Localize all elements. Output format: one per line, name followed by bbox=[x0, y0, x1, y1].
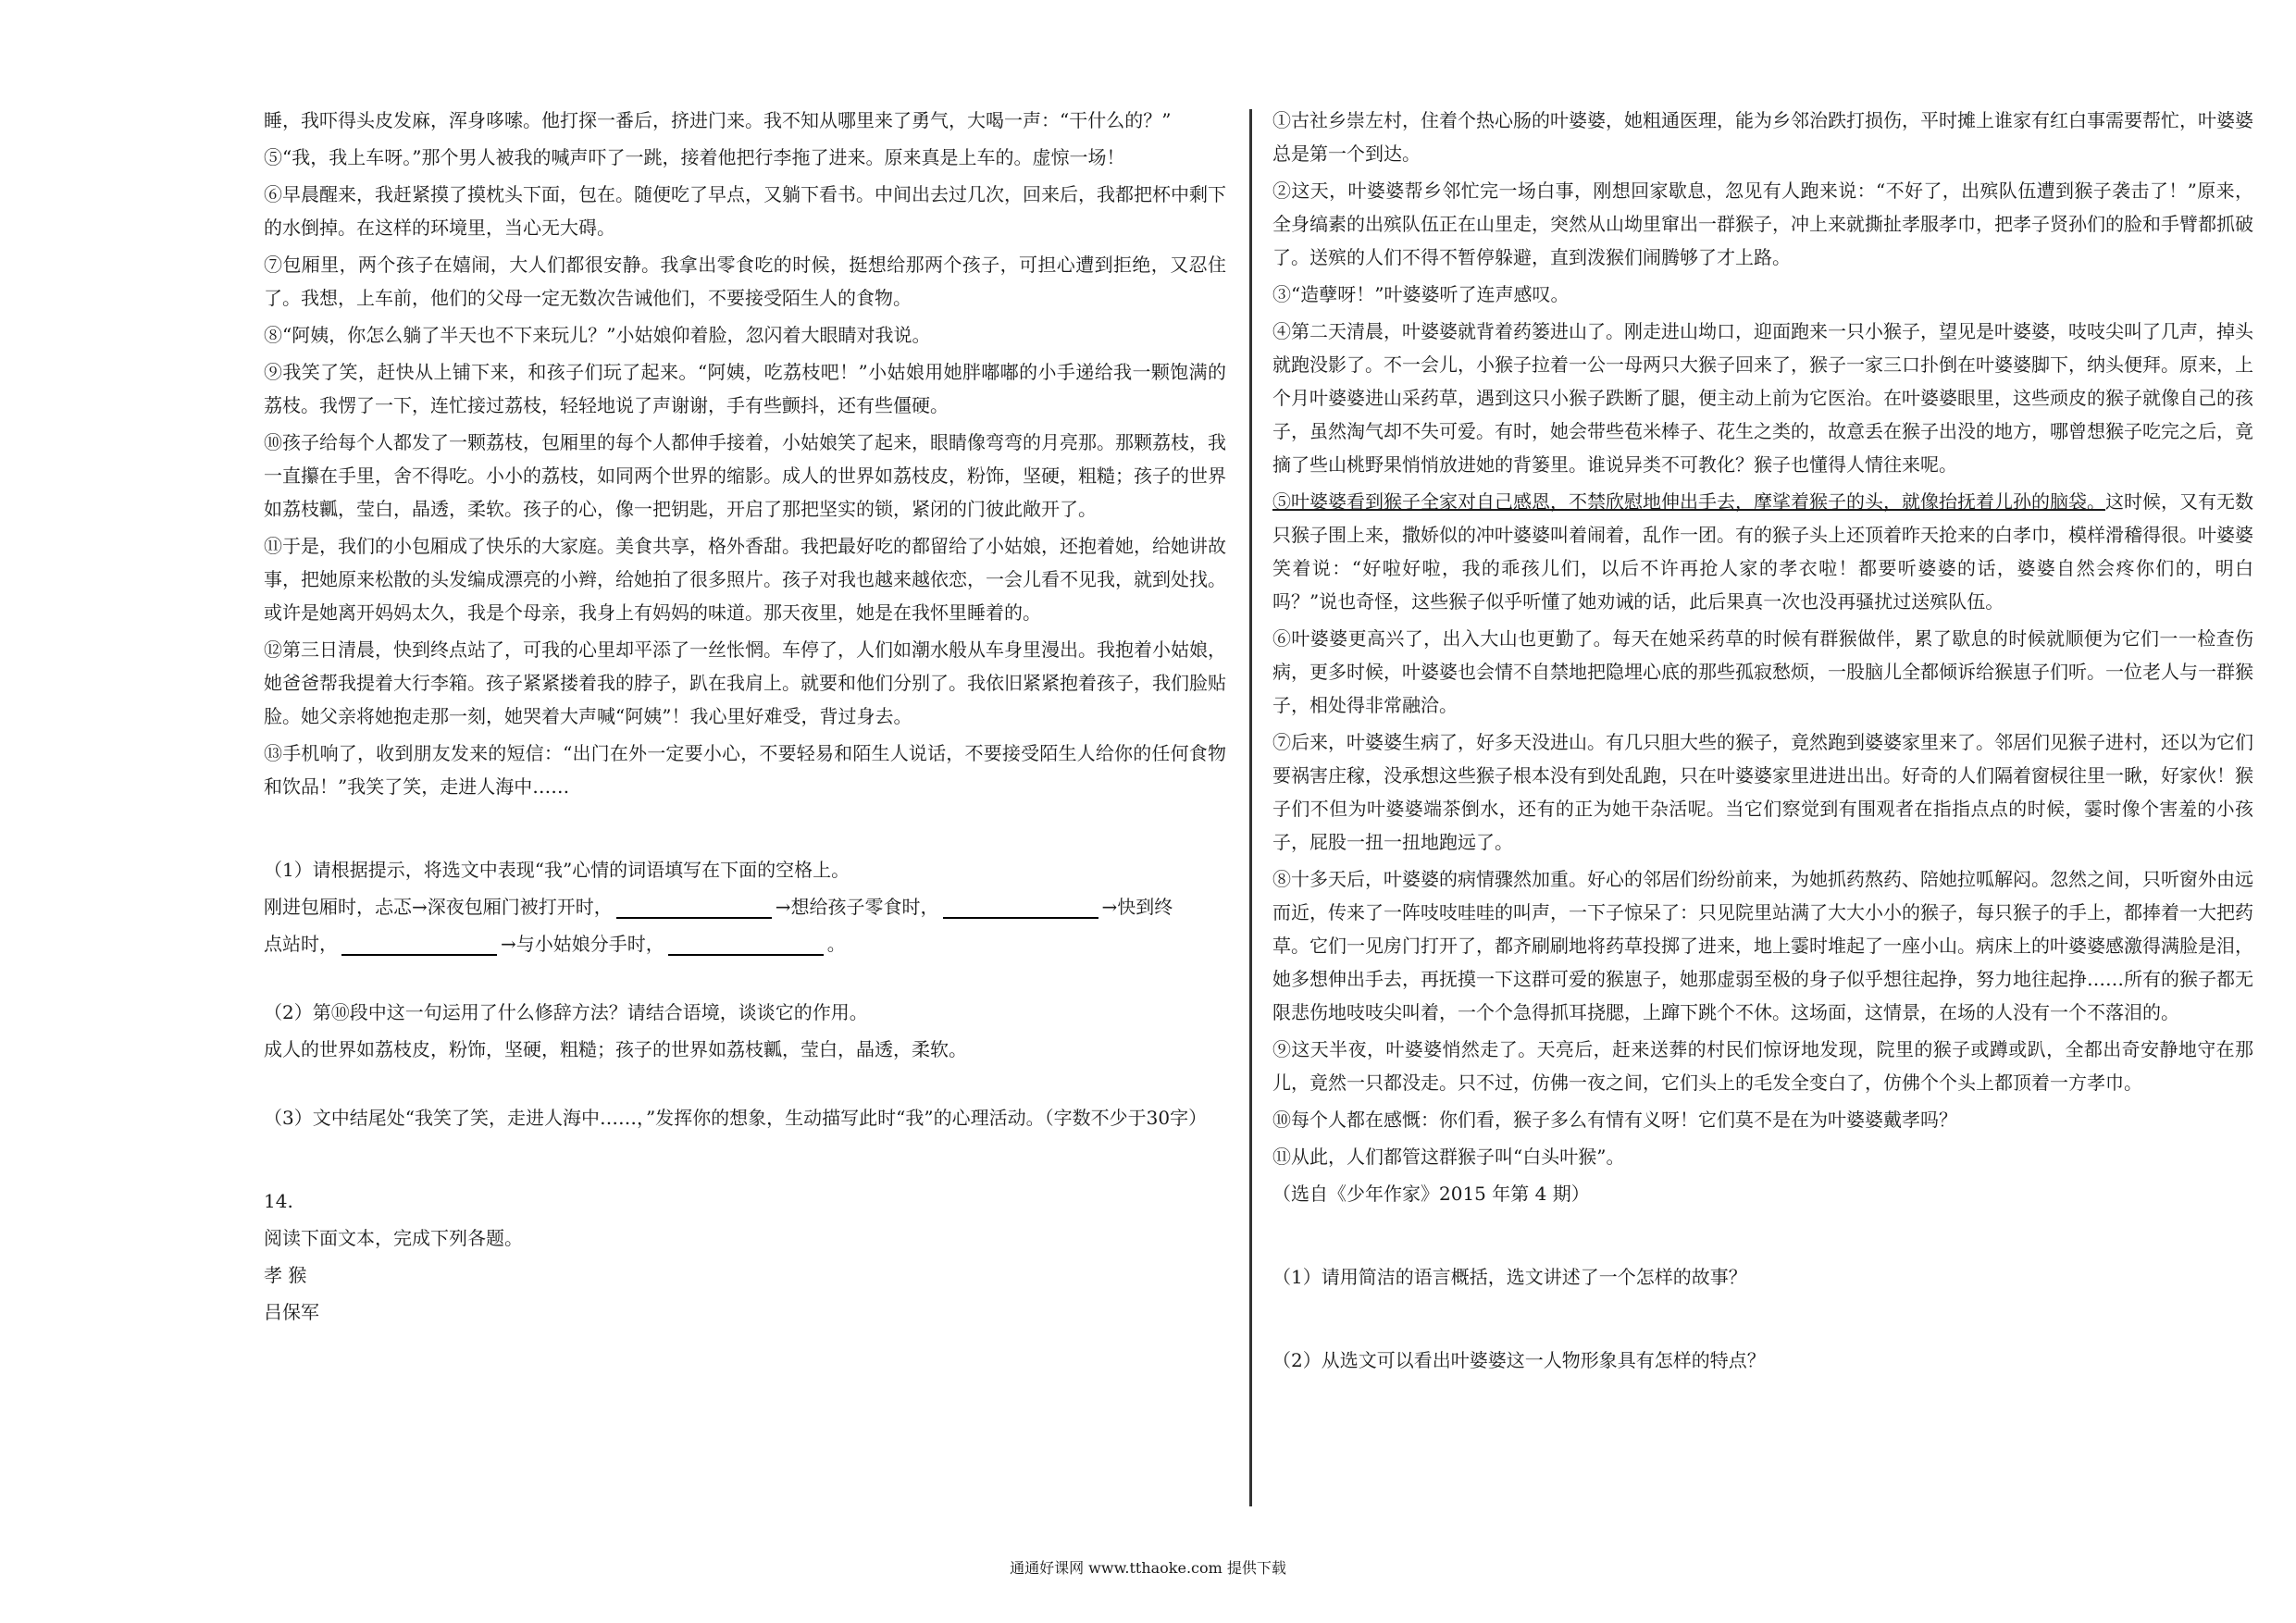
right-question-2: （2）从选文可以看出叶婆婆这一人物形象具有怎样的特点？ bbox=[1272, 1349, 1766, 1371]
paragraph-8: ⑧“阿姨，你怎么躺了半天也不下来玩儿？”小姑娘仰着脸，忽闪着大眼睛对我说。 bbox=[264, 324, 931, 346]
story-paragraph-3: ③“造孽呀！”叶婆婆听了连声感叹。 bbox=[1272, 283, 1570, 305]
question-1-line-2: 点站时， →与小姑娘分手时， 。 bbox=[264, 933, 846, 955]
story-paragraph-4: ④第二天清晨，叶婆婆就背着药篓进山了。刚走进山坳口，迎面跑来一只小猴子，望见是叶婆婆，吱吱尖叫了几声，掉头就跑没影了。不一会儿，小猴子拉着一公一母两只大猴子回来了，猴子一家三口扑倒在叶婆婆脚下，纳头便拜。原来，上个月叶婆婆进山采药草，遇到这只小猴子跌断了腿，便主动上前为它医治。在叶婆婆眼里，这些顽皮的猴子就像自己的孩子，虽然淘气却不失可爱。有时，她会带些苞米棒子、花生之类的，故意丢在猴子出没的地方，哪曾想猴子吃完之后，竟摘了些山桃野果悄悄放进她的背篓里。谁说异类不可教化？猴子也懂得人情往来呢。 bbox=[1272, 320, 2253, 476]
question-1: （1）请根据提示，将选文中表现“我”心情的词语填写在下面的空格上。 bbox=[264, 859, 850, 881]
paragraph-5: ⑤“我，我上车呀。”那个男人被我的喊声吓了一跳，接着他把行李拖了进来。原来真是上车的。虚惊一场！ bbox=[264, 146, 1125, 168]
story-paragraph-5: ⑤叶婆婆看到猴子全家对自己感恩，不禁欣慰地伸出手去，摩挲着猴子的头，就像抬抚着儿孙的脑袋。这时候，又有无数只猴子围上来，撒娇似的冲叶婆婆叫着闹着，乱作一团。有的猴子头上还顶着昨天抢来的白孝巾，模样滑稽得很。叶婆婆笑着说：“好啦好啦，我的乖孩儿们，以后不许再抢人家的孝衣啦！都要听婆婆的话，婆婆自然会疼你们的，明白吗？”说也奇怪，这些猴子似乎听懂了她劝诫的话，此后果真一次也没再骚扰过送殡队伍。 bbox=[1272, 490, 2253, 613]
paragraph-6: ⑥早晨醒来，我赶紧摸了摸枕头下面，包在。随便吃了早点，又躺下看书。中间出去过几次，回来后，我都把杯中剩下的水倒掉。在这样的环境里，当心无大碍。 bbox=[264, 183, 1226, 239]
paragraph-4-tail: 睡，我吓得头皮发麻，浑身哆嗦。他打探一番后，挤进门来。我不知从哪里来了勇气，大喝一声：“干什么的？” bbox=[264, 109, 1172, 131]
question-1-line-1: 刚进包厢时，忐忑→深夜包厢门被打开时， →想给孩子零食时， →快到终 bbox=[264, 896, 1173, 918]
paragraph-12: ⑫第三日清晨，快到终点站了，可我的心里却平添了一丝怅惘。车停了，人们如潮水般从车身里漫出。我抱着小姑娘，她爸爸帮我提着大行李箱。孩子紧紧搂着我的脖子，趴在我肩上。就要和他们分别了。我依旧紧紧抱着孩子，我们脸贴脸。她父亲将她抱走那一刻，她哭着大声喊“阿姨”！我心里好难受，背过身去。 bbox=[264, 638, 1226, 727]
paragraph-11: ⑪于是，我们的小包厢成了快乐的大家庭。美食共享，格外香甜。我把最好吃的都留给了小姑娘，还抱着她，给她讲故事，把她原来松散的头发编成漂亮的小辫，给她拍了很多照片。孩子对我也越来越依恋，一会儿看不见我，就到处找。或许是她离开妈妈太久，我是个母亲，我身上有妈妈的味道。那天夜里，她是在我怀里睡着的。 bbox=[264, 535, 1226, 624]
paragraph-10: ⑩孩子给每个人都发了一颗荔枝，包厢里的每个人都伸手接着，小姑娘笑了起来，眼睛像弯弯的月亮那。那颗荔枝，我一直攥在手里，舍不得吃。小小的荔枝，如同两个世界的缩影。成人的世界如荔枝皮，粉饰，坚硬，粗糙；孩子的世界如荔枝瓤，莹白，晶透，柔软。孩子的心，像一把钥匙，开启了那把坚实的锁，紧闭的门彼此敞开了。 bbox=[264, 431, 1226, 520]
story-paragraph-2: ②这天，叶婆婆帮乡邻忙完一场白事，刚想回家歇息，忽见有人跑来说：“不好了，出殡队伍遭到猴子袭击了！”原来，全身缟素的出殡队伍正在山里走，突然从山坳里窜出一群猴子，冲上来就撕扯孝服孝巾，把孝子贤孙们的脸和手臂都抓破了。送殡的人们不得不暂停躲避，直到泼猴们闹腾够了才上路。 bbox=[1272, 180, 2253, 268]
question-2: （2）第⑩段中这一句运用了什么修辞方法？请结合语境，谈谈它的作用。 bbox=[264, 1001, 868, 1023]
paragraph-13: ⑬手机响了，收到朋友发来的短信：“出门在外一定要小心，不要轻易和陌生人说话，不要接受陌生人给你的任何食物和饮品！”我笑了笑，走进人海中…… bbox=[264, 742, 1226, 798]
story-title: 孝 猴 bbox=[264, 1264, 307, 1286]
story-paragraph-7: ⑦后来，叶婆婆生病了，好多天没进山。有几只胆大些的猴子，竟然跑到婆婆家里来了。邻居们见猴子进村，还以为它们要祸害庄稼，没承想这些猴子根本没有到处乱跑，只在叶婆婆家里进进出出。好奇的人们隔着窗棂往里一瞅，好家伙！猴子们不但为叶婆婆端茶倒水，还有的正为她干杂活呢。当它们察觉到有围观者在指指点点的时候，霎时像个害羞的小孩子，屁股一扭一扭地跑远了。 bbox=[1272, 731, 2253, 853]
column-divider bbox=[1249, 109, 1252, 1506]
story-paragraph-1: ①古社乡崇左村，住着个热心肠的叶婆婆，她粗通医理，能为乡邻治跌打损伤，平时摊上谁家有红白事需要帮忙，叶婆婆总是第一个到达。 bbox=[1272, 109, 2253, 165]
right-column bbox=[1272, 104, 2253, 1381]
story-author: 吕保军 bbox=[264, 1301, 319, 1323]
question-3: （3）文中结尾处“我笑了笑，走进人海中……，”发挥你的想象，生动描写此时“我”的心理活动。（字数不少于30字） bbox=[264, 1107, 1208, 1129]
story-paragraph-8: ⑧十多天后，叶婆婆的病情骤然加重。好心的邻居们纷纷前来，为她抓药熬药、陪她拉呱解闷。忽然之间，只听窗外由远而近，传来了一阵吱吱哇哇的叫声，一下子惊呆了：只见院里站满了大大小小的猴子，每只猴子的手上，都捧着一大把药草。它们一见房门打开了，都齐刷刷地将药草投掷了进来，地上霎时堆起了一座小山。病床上的叶婆婆感激得满脸是泪，她多想伸出手去，再抚摸一下这群可爱的猴崽子，她那虚弱至极的身子似乎想往起挣，努力地往起挣……所有的猴子都无限悲伤地吱吱尖叫着，一个个急得抓耳挠腮，上蹿下跳个不休。这场面，这情景，在场的人没有一个不落泪的。 bbox=[1272, 868, 2253, 1023]
answer-blank-1[interactable] bbox=[616, 898, 772, 919]
question-2-quote: 成人的世界如荔枝皮，粉饰，坚硬，粗糙；孩子的世界如荔枝瓤，莹白，晶透，柔软。 bbox=[264, 1038, 967, 1060]
left-column bbox=[264, 104, 1226, 1332]
story-paragraph-9: ⑨这天半夜，叶婆婆悄然走了。天亮后，赶来送葬的村民们惊讶地发现，院里的猴子或蹲或趴，全都出奇安静地守在那儿，竟然一只都没走。只不过，仿佛一夜之间，它们头上的毛发全变白了，仿佛个个头上都顶着一方孝巾。 bbox=[1272, 1038, 2253, 1094]
answer-blank-3[interactable] bbox=[341, 935, 497, 956]
reading-instruction: 阅读下面文本，完成下列各题。 bbox=[264, 1227, 523, 1249]
paragraph-7: ⑦包厢里，两个孩子在嬉闹，大人们都很安静。我拿出零食吃的时候，挺想给那两个孩子，可担心遭到拒绝，又忍住了。我想，上车前，他们的父母一定无数次告诫他们，不要接受陌生人的食物。 bbox=[264, 254, 1226, 309]
answer-blank-2[interactable] bbox=[943, 898, 1098, 919]
question-number-14: 14. bbox=[264, 1190, 293, 1212]
story-paragraph-11: ⑪从此，人们都管这群猴子叫“白头叶猴”。 bbox=[1272, 1146, 1625, 1168]
right-question-1: （1）请用简洁的语言概括，选文讲述了一个怎样的故事？ bbox=[1272, 1266, 1747, 1288]
page-footer: 通通好课网 www.tthaoke.com 提供下载 bbox=[1010, 1559, 1286, 1577]
source-note: （选自《少年作家》2015 年第 4 期） bbox=[1272, 1183, 1590, 1205]
answer-blank-4[interactable] bbox=[668, 935, 824, 956]
paragraph-9: ⑨我笑了笑，赶快从上铺下来，和孩子们玩了起来。“阿姨，吃荔枝吧！”小姑娘用她胖嘟嘟的小手递给我一颗饱满的荔枝。我愣了一下，连忙接过荔枝，轻轻地说了声谢谢，手有些颤抖，还有些僵硬。 bbox=[264, 361, 1226, 416]
story-paragraph-10: ⑩每个人都在感慨：你们看，猴子多么有情有义呀！它们莫不是在为叶婆婆戴孝吗？ bbox=[1272, 1109, 1957, 1131]
story-paragraph-6: ⑥叶婆婆更高兴了，出入大山也更勤了。每天在她采药草的时候有群猴做伴，累了歇息的时候就顺便为它们一一检查伤病，更多时候，叶婆婆也会情不自禁地把隐埋心底的那些孤寂愁烦，一股脑儿全都倾诉给猴崽子们听。一位老人与一群猴子，相处得非常融洽。 bbox=[1272, 627, 2253, 716]
underlined-sentence: ⑤叶婆婆看到猴子全家对自己感恩，不禁欣慰地伸出手去，摩挲着猴子的头，就像抬抚着儿孙的脑袋。 bbox=[1272, 490, 2105, 513]
